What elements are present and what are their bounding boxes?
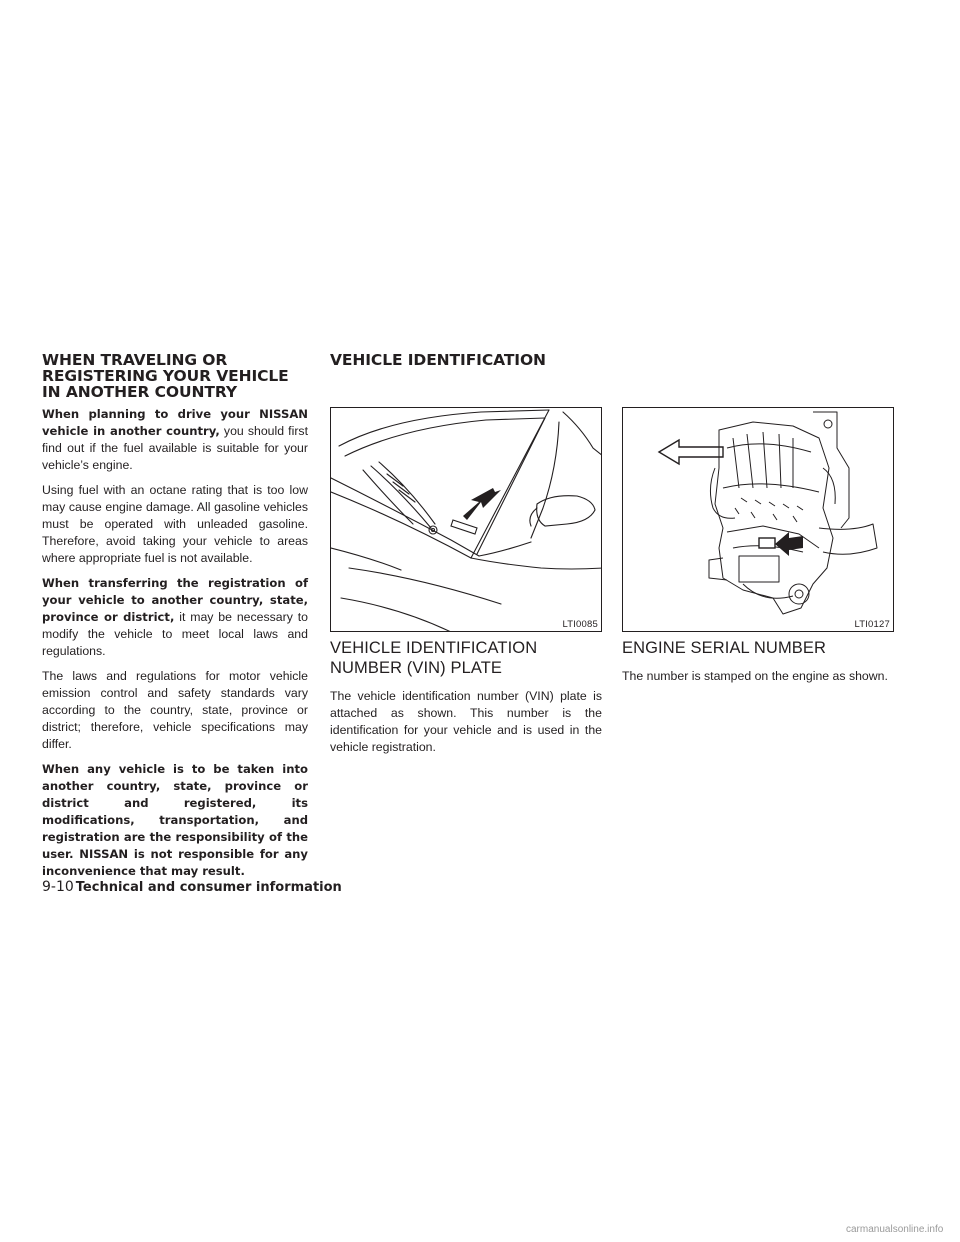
section-heading-vehicle-identification: VEHICLE IDENTIFICATION	[330, 351, 546, 369]
figure-code-lti0085: LTI0085	[562, 619, 598, 630]
middle-column-text	[330, 638, 602, 764]
vin-plate-figure	[330, 407, 602, 632]
paragraph-responsibility-bold: When any vehicle is to be taken into another country, state, province or district and registered, its modifications, transportation, and registration are the responsibility of the user. NISSAN is not responsible for any inconvenience that may result.	[42, 762, 308, 878]
engine-serial-text: The number is stamped on the engine as shown.	[622, 669, 888, 683]
figure-code-lti0127: LTI0127	[854, 619, 890, 630]
stamp-pointer-arrow-icon	[775, 532, 803, 556]
paragraph-planning-rest: you should first find out if the fuel available is suitable for your vehicle’s engine.	[42, 424, 308, 472]
engine-serial-heading: ENGINE SERIAL NUMBER	[622, 639, 827, 657]
vin-plate-illustration	[331, 408, 602, 632]
vin-plate-text: The vehicle identification number (VIN) plate is attached as shown. This number is the identification for your vehicle and is used in the vehicle registration.	[330, 689, 602, 754]
watermark-text: carmanualsonline.info	[846, 1224, 944, 1235]
paragraph-transferring-bold: When transferring the registration of your vehicle to another country, state, province or district,	[42, 576, 308, 624]
engine-serial-figure	[622, 407, 894, 632]
paragraph-octane: Using fuel with an octane rating that is too low may cause engine damage. All gasoline vehicles must be operated with unleaded gasoline. Therefore, avoid taking your vehicle to areas where appropriate fuel is not available.	[42, 483, 308, 565]
engine-illustration	[623, 408, 894, 632]
paragraph-responsibility	[42, 761, 308, 880]
left-column	[42, 352, 308, 888]
vin-plate-heading: VEHICLE IDENTIFICATION NUMBER (VIN) PLATE	[330, 639, 538, 677]
page-number: 9-10	[42, 879, 74, 895]
paragraph-laws: The laws and regulations for motor vehicle emission control and safety standards vary according to the country, state, province or district; therefore, vehicle specifications may differ.	[42, 669, 308, 751]
section-heading-traveling: WHEN TRAVELING OR REGISTERING YOUR VEHICLE IN ANOTHER COUNTRY	[42, 351, 289, 401]
paragraph-transferring-rest: it may be necessary to modify the vehicle to meet local laws and regulations.	[42, 610, 308, 658]
paragraph-transferring	[42, 575, 308, 660]
paragraph-planning	[42, 406, 308, 474]
pointer-arrow-icon	[463, 488, 501, 520]
right-column-text	[622, 638, 894, 693]
front-direction-arrow-icon	[659, 440, 723, 464]
page-footer	[42, 878, 342, 895]
paragraph-planning-bold: When planning to drive your NISSAN vehicle in another country,	[42, 407, 308, 438]
chapter-title: Technical and consumer information	[75, 880, 342, 895]
